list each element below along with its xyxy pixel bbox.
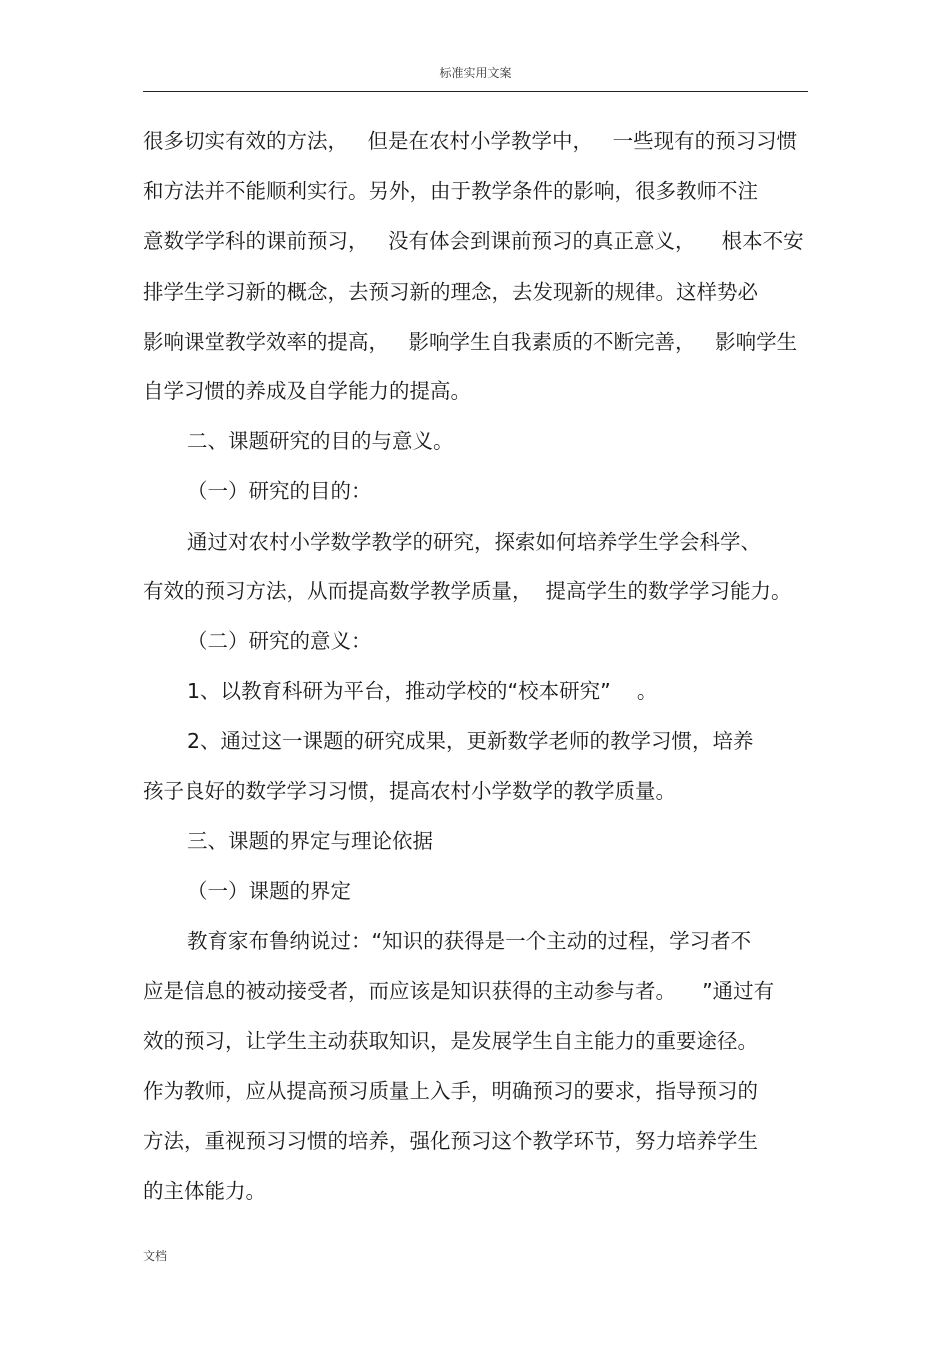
subsection-heading: （一）课题的界定 (187, 879, 351, 903)
body-line: 应是信息的被动接受者，而应该是知识获得的主动参与者。 ”通过有 (143, 979, 775, 1003)
body-line: 效的预习，让学生主动获取知识，是发展学生自主能力的重要途径。 (143, 1029, 758, 1053)
body-line: 通过对农村小学数学教学的研究，探索如何培养学生学会科学、 (187, 530, 761, 554)
body-line: 有效的预习方法，从而提高数学教学质量， 提高学生的数学学习能力。 (143, 579, 792, 603)
list-item: 1、以教育科研为平台，推动学校的“校本研究” 。 (187, 679, 658, 703)
body-line: 方法，重视预习习惯的培养，强化预习这个教学环节，努力培养学生 (143, 1129, 758, 1153)
body-line: 孩子良好的数学学习习惯，提高农村小学数学的教学质量。 (143, 779, 676, 803)
header-divider (143, 91, 808, 92)
body-line: 很多切实有效的方法， 但是在农村小学教学中， 一些现有的预习习惯 (143, 129, 798, 153)
section-heading: 三、课题的界定与理论依据 (187, 829, 433, 853)
body-line: 意数学学科的课前预习， 没有体会到课前预习的真正意义， 根本不安 (143, 229, 804, 253)
subsection-heading: （一）研究的目的： (187, 479, 372, 503)
body-line: 教育家布鲁纳说过：“知识的获得是一个主动的过程，学习者不 (187, 929, 752, 953)
body-line: 的主体能力。 (143, 1179, 266, 1203)
body-line: 影响课堂教学效率的提高， 影响学生自我素质的不断完善， 影响学生 (143, 330, 798, 354)
page-header: 标准实用文案 (439, 66, 512, 80)
section-heading: 二、课题研究的目的与意义。 (187, 429, 454, 453)
body-line: 排学生学习新的概念，去预习新的理念，去发现新的规律。这样势必 (143, 280, 758, 304)
body-line: 作为教师，应从提高预习质量上入手，明确预习的要求，指导预习的 (143, 1079, 758, 1103)
body-line: 和方法并不能顺利实行。另外，由于教学条件的影响，很多教师不注 (143, 179, 758, 203)
list-item: 2、通过这一课题的研究成果，更新数学老师的教学习惯，培养 (187, 729, 754, 753)
page-footer: 文档 (143, 1249, 168, 1263)
subsection-heading: （二）研究的意义： (187, 629, 372, 653)
body-line: 自学习惯的养成及自学能力的提高。 (143, 379, 471, 403)
